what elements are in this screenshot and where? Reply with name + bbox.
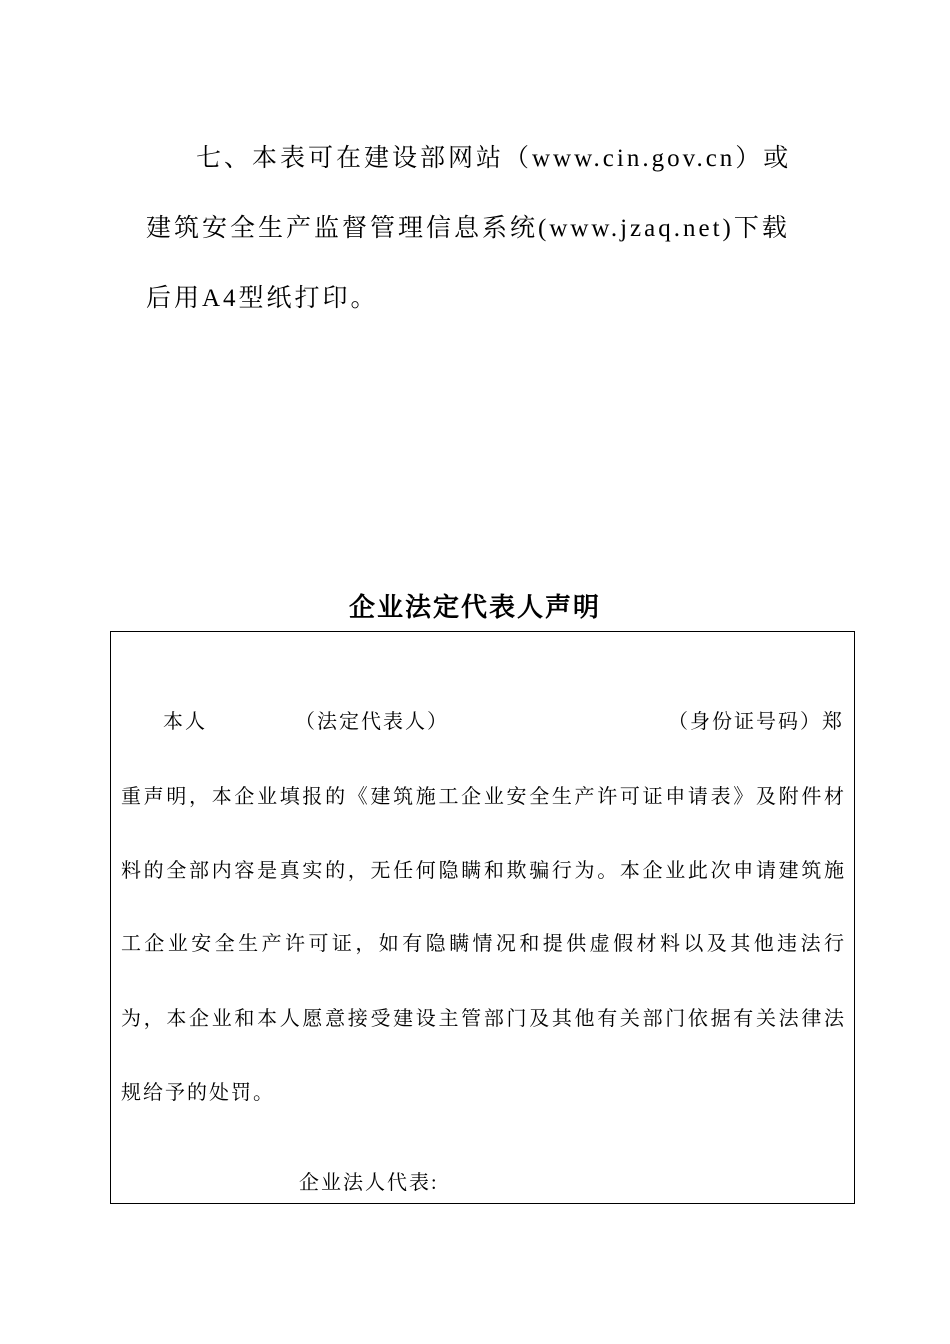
declaration-box: [110, 631, 855, 1204]
declaration-line: 重声明，本企业填报的《建筑施工企业安全生产许可证申请表》及附件材: [121, 786, 845, 808]
declaration-line: 料的全部内容是真实的，无任何隐瞒和欺骗行为。本企业此次申请建筑施: [121, 860, 845, 882]
declaration-title: 企业法定代表人声明: [348, 593, 601, 622]
id-number-hint: （身份证号码）郑: [668, 711, 844, 733]
declaration-line: 工企业安全生产许可证，如有隐瞒情况和提供虚假材料以及其他违法行: [121, 933, 845, 955]
declaration-prefix: 本人: [163, 711, 207, 733]
declaration-line: 规给予的处罚。: [121, 1082, 275, 1104]
legal-representative-hint: （法定代表人）: [295, 711, 449, 733]
instruction-item-seven: 七、本表可在建设部网站（www.cin.gov.cn）或建筑安全生产监督管理信息系统(www.jzaq.net)下载后用A4型纸打印。: [146, 145, 792, 312]
signature-label: 企业法人代表:: [299, 1172, 439, 1194]
declaration-line: 为，本企业和本人愿意接受建设主管部门及其他有关部门依据有关法律法: [121, 1008, 845, 1030]
